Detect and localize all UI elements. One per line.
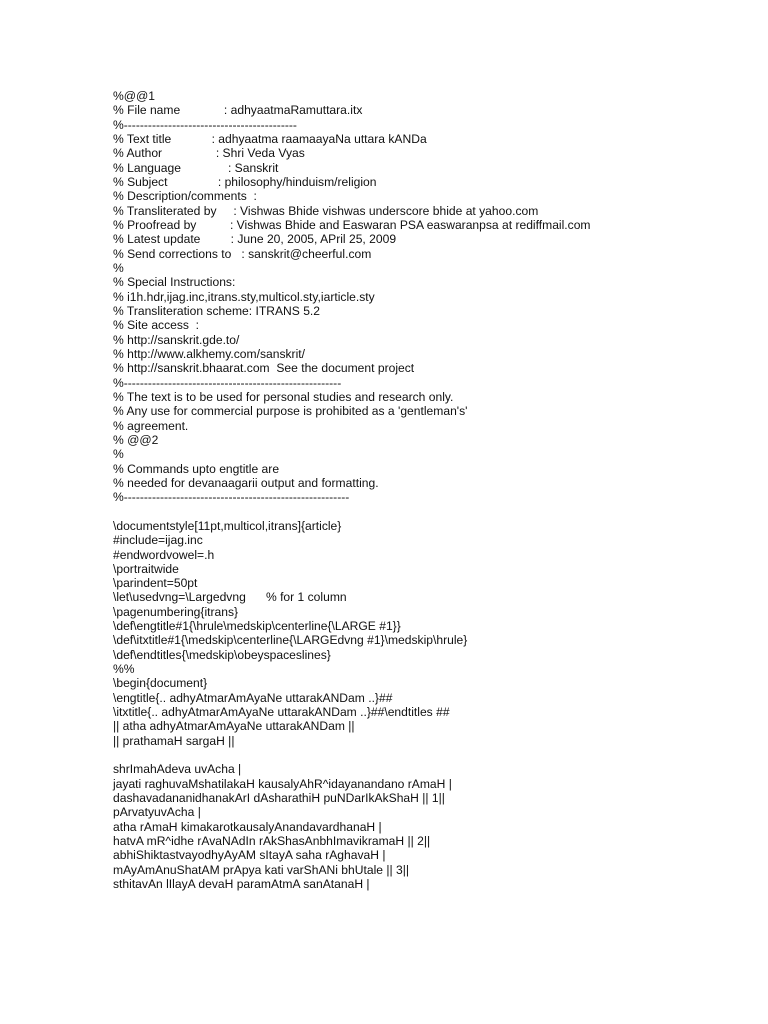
text-line: % xyxy=(113,260,124,275)
text-line: sthitavAn lIlayA devaH paramAtmA sanAtanaH | xyxy=(113,877,370,892)
text-line: % Author : Shri Veda Vyas xyxy=(113,146,305,161)
text-line: % Commands upto engtitle are xyxy=(113,461,280,476)
text-line: \let\usedvng=\Largedvng % for 1 column xyxy=(113,590,347,605)
text-line: % Any use for commercial purpose is prohibited as a 'gentleman's' xyxy=(113,404,468,419)
text-line: \def\engtitle#1{\hrule\medskip\centerline{\LARGE #1}} xyxy=(113,619,401,634)
text-line: \def\endtitles{\medskip\obeyspaceslines} xyxy=(113,647,331,662)
text-line xyxy=(113,748,753,762)
text-line: % needed for devanaagarii output and formatting. xyxy=(113,475,379,490)
text-line: dashavadananidhanakArI dAsharathiH puNDarIkAkShaH || 1|| xyxy=(113,791,445,806)
text-line: shrImahAdeva uvAcha | xyxy=(113,762,242,777)
text-line: \portraitwide xyxy=(113,561,179,576)
text-line: % http://www.alkhemy.com/sanskrit/ xyxy=(113,346,305,361)
text-line: % http://sanskrit.gde.to/ xyxy=(113,332,240,347)
text-line: %------------------------------------------------------ xyxy=(113,375,342,390)
text-line: %% xyxy=(113,662,135,677)
text-line: % @@2 xyxy=(113,432,159,447)
text-line: % The text is to be used for personal studies and research only. xyxy=(113,389,454,404)
text-line: mAyAmAnuShatAM prApya kati varShANi bhUtale || 3|| xyxy=(113,862,410,877)
text-line: hatvA mR^idhe rAvaNAdIn rAkShasAnbhImavikramaH || 2|| xyxy=(113,834,431,849)
text-line: \pagenumbering{itrans} xyxy=(113,604,239,619)
text-line: %@@1 xyxy=(113,89,156,103)
text-line: \parindent=50pt xyxy=(113,576,198,591)
text-line: pArvatyuvAcha | xyxy=(113,805,201,820)
text-line: % Transliterated by : Vishwas Bhide vishwas underscore bhide at yahoo.com xyxy=(113,203,539,218)
text-line: #include=ijag.inc xyxy=(113,533,203,548)
text-line: \documentstyle[11pt,multicol,itrans]{article} xyxy=(113,518,342,533)
document-text xyxy=(113,89,753,891)
text-line: % agreement. xyxy=(113,418,189,433)
text-line: % Transliteration scheme: ITRANS 5.2 xyxy=(113,303,321,318)
text-line: % http://sanskrit.bhaarat.com See the document project xyxy=(113,361,415,376)
text-line: \engtitle{.. adhyAtmarAmAyaNe uttarakANDam ..}## xyxy=(113,690,393,705)
text-line: || atha adhyAtmarAmAyaNe uttarakANDam || xyxy=(113,719,355,734)
text-line: % Send corrections to : sanskrit@cheerful.com xyxy=(113,246,372,261)
text-line: % File name : adhyaatmaRamuttara.itx xyxy=(113,103,363,118)
text-line: abhiShiktastvayodhyAyAM sItayA saha rAghavaH | xyxy=(113,848,386,863)
text-line: jayati raghuvaMshatilakaH kausalyAhR^idayanandano rAmaH | xyxy=(113,776,452,791)
text-line: % Proofread by : Vishwas Bhide and Easwaran PSA easwaranpsa at rediffmail.com xyxy=(113,217,591,232)
text-line: \begin{document} xyxy=(113,676,208,691)
text-line: % Special Instructions: xyxy=(113,275,236,290)
text-line: % Subject : philosophy/hinduism/religion xyxy=(113,174,377,189)
text-line: #endwordvowel=.h xyxy=(113,547,215,562)
text-line: atha rAmaH kimakarotkausalyAnandavardhanaH | xyxy=(113,819,382,834)
text-line: % Language : Sanskrit xyxy=(113,160,279,175)
text-line: %-------------------------------------------------------- xyxy=(113,490,350,505)
text-line: \itxtitle{.. adhyAtmarAmAyaNe uttarakANDam ..}##\endtitles ## xyxy=(113,705,450,720)
text-line: % Text title : adhyaatma raamaayaNa uttara kANDa xyxy=(113,131,427,146)
text-line: % Latest update : June 20, 2005, APril 25, 2009 xyxy=(113,232,397,247)
text-line: % Site access : xyxy=(113,318,200,333)
text-line: % i1h.hdr,ijag.inc,itrans.sty,multicol.sty,iarticle.sty xyxy=(113,289,375,304)
text-line: %------------------------------------------- xyxy=(113,117,297,132)
text-line: || prathamaH sargaH || xyxy=(113,733,235,748)
text-line xyxy=(113,505,753,519)
text-line: % Description/comments : xyxy=(113,189,257,204)
text-line: % xyxy=(113,447,124,462)
text-line: \def\itxtitle#1{\medskip\centerline{\LARGEdvng #1}\medskip\hrule} xyxy=(113,633,468,648)
